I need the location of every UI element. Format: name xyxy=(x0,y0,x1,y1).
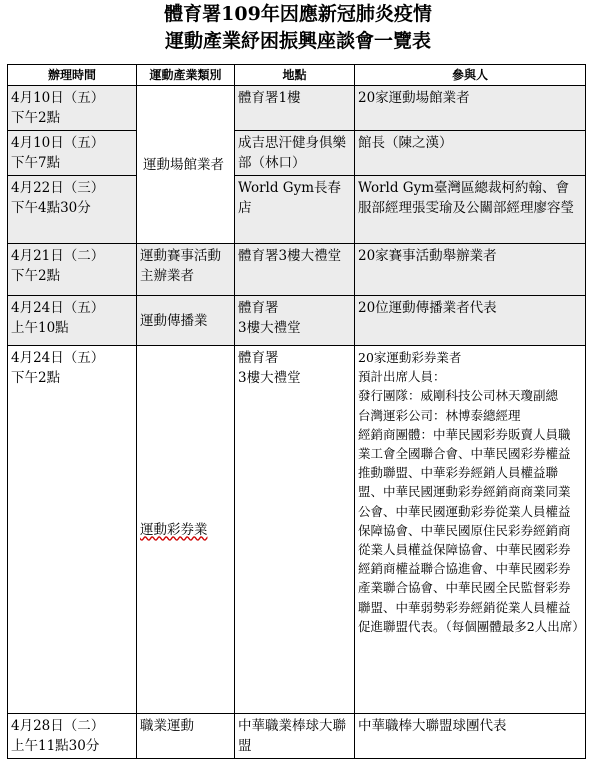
place-cell: 體育署 3樓大禮堂 xyxy=(235,346,355,714)
meeting-table xyxy=(7,64,586,759)
table-row xyxy=(8,714,586,759)
table-row xyxy=(8,346,586,714)
time-cell: 4月21日（二） 下午2點 xyxy=(8,244,137,296)
time-cell: 4月24日（五） 上午10點 xyxy=(8,296,137,346)
category-cell: 運動彩券業 xyxy=(137,346,235,714)
table-row xyxy=(8,244,586,296)
table-header-row xyxy=(8,65,586,86)
time-cell: 4月24日（五） 下午2點 xyxy=(8,346,137,714)
time-cell: 4月10日（五） 下午2點 xyxy=(8,86,137,131)
time-cell: 4月28日（二） 上午11點30分 xyxy=(8,714,137,759)
table-row xyxy=(8,131,586,176)
header-participants: 參與人 xyxy=(355,65,586,86)
header-place: 地點 xyxy=(235,65,355,86)
place-cell: 成吉思汗健身俱樂部（林口） xyxy=(235,131,355,176)
header-category: 運動產業類別 xyxy=(137,65,235,86)
category-cell: 職業運動 xyxy=(137,714,235,759)
place-cell: World Gym長春店 xyxy=(235,176,355,244)
category-cell-venue: 運動場館業者 xyxy=(137,86,235,244)
participants-cell: World Gym臺灣區總裁柯約翰、會服部經理張雯瑜及公關部經理廖容瑩 xyxy=(355,176,586,244)
time-cell: 4月22日（三） 下午4點30分 xyxy=(8,176,137,244)
place-cell: 體育署3樓大禮堂 xyxy=(235,244,355,296)
participants-cell: 20位運動傳播業者代表 xyxy=(355,296,586,346)
table-row xyxy=(8,296,586,346)
title-line-2: 運動產業紓困振興座談會一覽表 xyxy=(164,30,431,52)
place-cell: 體育署 3樓大禮堂 xyxy=(235,296,355,346)
header-time: 辦理時間 xyxy=(8,65,137,86)
place-cell: 體育署1樓 xyxy=(235,86,355,131)
title-line-1: 體育署109年因應新冠肺炎疫情 xyxy=(164,3,432,25)
participants-cell: 20家運動彩券業者 預計出席人員： 發行團隊：威剛科技公司林天瓊副總 台灣運彩公司：林博泰總經理 經銷商團體：中華民國彩券販賣人員職業工會全國聯合會、中華民國彩券權益推動聯盟、中華彩券經銷人員權益聯盟、中華民國運動彩券經銷商商業同業公會、中華民國運動彩券從業人員權益保障協會、中華民國原住民彩券經銷商從業人員權益保障協會、中華民國彩券經銷商權益聯合協進會、中華民國彩券產業聯合協會、中華民國全民監督彩券聯盟、中華弱勢彩券經銷從業人員權益促進聯盟代表。（每個團體最多2人出席） xyxy=(355,346,586,714)
participants-cell: 館長（陳之漢） xyxy=(355,131,586,176)
participants-cell: 20家運動場館業者 xyxy=(355,86,586,131)
table-row xyxy=(8,176,586,244)
category-cell: 運動傳播業 xyxy=(137,296,235,346)
category-cell: 運動賽事活動主辦業者 xyxy=(137,244,235,296)
participants-cell: 20家賽事活動舉辦業者 xyxy=(355,244,586,296)
time-cell: 4月10日（五） 下午7點 xyxy=(8,131,137,176)
table-row xyxy=(8,86,586,131)
participants-cell: 中華職棒大聯盟球團代表 xyxy=(355,714,586,759)
place-cell: 中華職業棒球大聯盟 xyxy=(235,714,355,759)
